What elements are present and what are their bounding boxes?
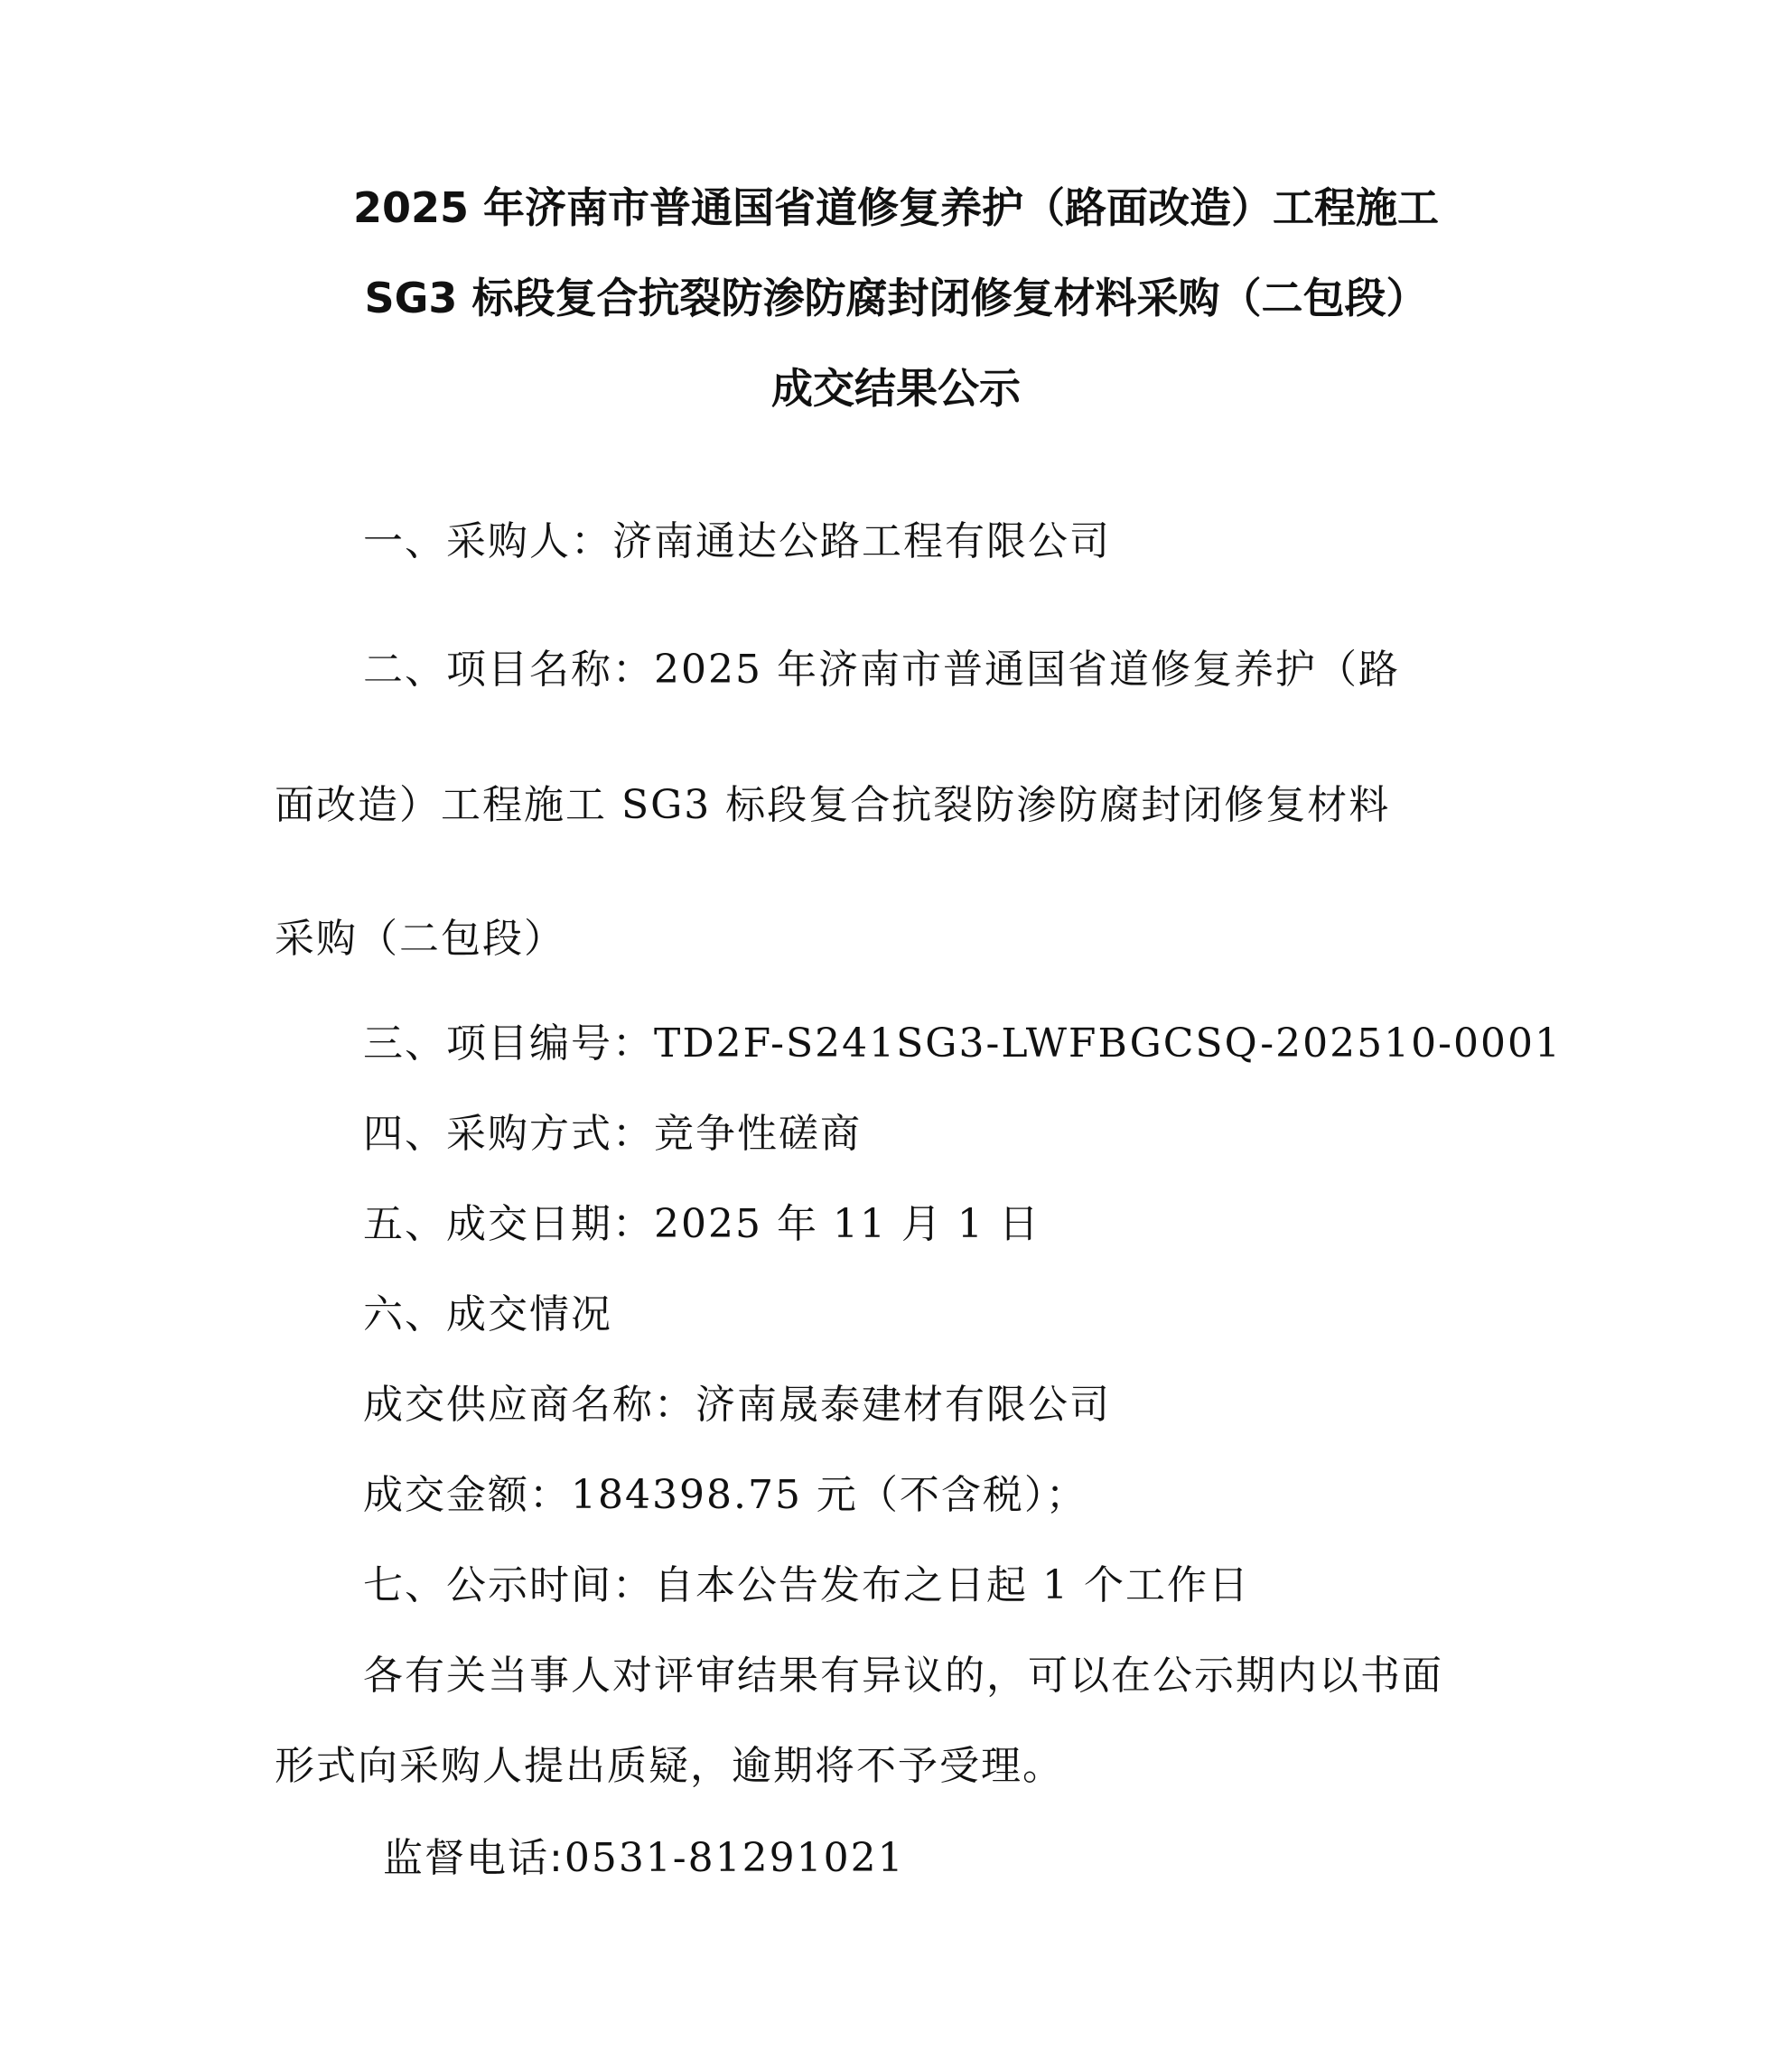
project-name-value-line-3: 采购（二包段） xyxy=(275,916,565,962)
purchaser-row xyxy=(363,515,1111,569)
supervision-row xyxy=(383,1831,905,1886)
supervision-value: 0531-81291021 xyxy=(564,1835,905,1881)
notice-period-value: 自本公告发布之日起 1 个工作日 xyxy=(654,1562,1250,1608)
amount-value: 184398.75 元（不含税）； xyxy=(571,1472,1087,1518)
supplier-label: 成交供应商名称： xyxy=(363,1382,695,1428)
notice-period-row xyxy=(363,1559,1250,1613)
project-name-value-line-1: 2025 年济南市普通国省道修复养护（路 xyxy=(654,647,1400,693)
deal-date-value: 2025 年 11 月 1 日 xyxy=(654,1201,1041,1247)
objection-line-2: 形式向采购人提出质疑，逾期将不予受理。 xyxy=(275,1743,1064,1789)
project-name-value-line-2: 面改造）工程施工 SG3 标段复合抗裂防渗防腐封闭修复材料 xyxy=(275,782,1391,828)
deal-date-label: 五、成交日期： xyxy=(363,1201,654,1247)
procurement-method-value: 竞争性磋商 xyxy=(654,1111,862,1157)
notice-period-label: 七、公示时间： xyxy=(363,1562,654,1608)
amount-label: 成交金额： xyxy=(363,1472,571,1518)
title-line-1: 2025 年济南市普通国省道修复养护（路面改造）工程施工 xyxy=(352,183,1440,232)
deal-status-label: 六、成交情况 xyxy=(363,1291,612,1337)
project-name-label: 二、项目名称： xyxy=(363,647,654,693)
project-number-row xyxy=(363,1017,1562,1071)
supplier-row xyxy=(363,1378,1111,1432)
amount-row xyxy=(363,1468,1087,1523)
title-line-3: 成交结果公示 xyxy=(771,364,1021,413)
supplier-value: 济南晟泰建材有限公司 xyxy=(695,1382,1111,1428)
purchaser-value: 济南通达公路工程有限公司 xyxy=(612,518,1111,564)
project-number-value: TD2F-S241SG3-LWFBGCSQ-202510-0001 xyxy=(654,1020,1562,1067)
project-number-label: 三、项目编号： xyxy=(363,1020,654,1067)
objection-line-1: 各有关当事人对评审结果有异议的，可以在公示期内以书面 xyxy=(363,1653,1443,1699)
procurement-method-label: 四、采购方式： xyxy=(363,1111,654,1157)
procurement-method-row xyxy=(363,1107,862,1161)
deal-date-row xyxy=(363,1197,1041,1252)
project-name-row xyxy=(363,643,1400,697)
deal-status-row xyxy=(363,1288,612,1342)
title-line-2: SG3 标段复合抗裂防渗防腐封闭修复材料采购（二包段） xyxy=(364,274,1428,322)
purchaser-label: 一、采购人： xyxy=(363,518,612,564)
supervision-label: 监督电话: xyxy=(383,1835,565,1881)
